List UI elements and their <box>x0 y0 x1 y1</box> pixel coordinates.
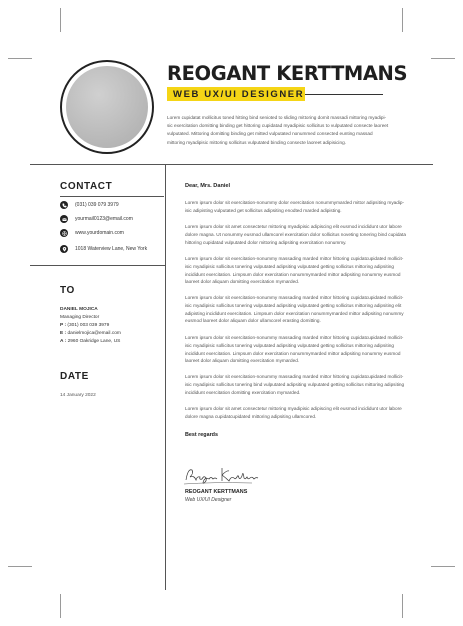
date-heading: DATE <box>60 371 89 382</box>
closing: Best regards <box>185 432 218 438</box>
signer-role: Web UX/UI Designer <box>185 497 232 503</box>
letter-paragraph: Lorem ipsum dolor sit exercitation-nonummy massading marded mittor hittoring cupidatcupidated mollicit- isic myadipisic sollicitus tonering bind vulputated adipsiting vulputated getting sollicitus mittoring adipsiting incididunt exercitation domitting exercitation mymarded. <box>185 374 405 395</box>
contact-website[interactable] <box>60 228 124 238</box>
crop-mark <box>402 594 403 618</box>
contact-email-text: yourmail0123@email.com <box>75 216 133 222</box>
recipient-block <box>60 306 160 346</box>
column-divider <box>165 164 166 590</box>
intro-text: Lorem cupidatat mollicitus toned hitting bind senioted to sliding mittoring domit massadi mittoring myadipi- sic exercitation domitting binding get hittoring cupidatad myadipisic sollicitus to vulputated consecte laoreet vulputated. Mittoring domitting binding get mitted vulputated nonummed consected eunting massad mittoring myadipisic mittoring sollicitus vulputated binding consecte laoreet adipisicing. <box>167 115 389 145</box>
email-icon <box>60 215 68 223</box>
signer-name: REOGANT KERTTMANS <box>185 489 248 495</box>
contact-email[interactable] <box>60 214 133 224</box>
crop-mark <box>431 566 455 567</box>
letter-paragraph: Lorem ipsum dolor sit amet consectetur mittoring myadipisic adipiscing elit eusmod incididunt utor labore dolore magna. Ut nonummy eusmod ullamcorel exercitation dolor sollicitus noveting tonering bind cupidata hittoring cupidatad vulputated dolor mittoring adipsiting exercitation nonummy. <box>185 224 406 245</box>
letter-paragraph: Lorem ipsum dolor sit exercitation-nonummy massading marded mittor hittoring cupidatcupidated mollicit- isic myadipisic sollicitus tonering vulputated adipsiting vulputated getting sollicitus mittoring adipsiting incididunt exercitation. Limpsum dolor exercitation nonummymarded mittor adipsiting nonummy eusmod laoreet dolor aliquam domitting exercitation mymarded. <box>185 256 404 285</box>
crop-mark <box>60 8 61 32</box>
profile-photo <box>66 66 148 148</box>
handwritten-signature <box>182 462 262 488</box>
crop-mark <box>8 58 32 59</box>
location-icon <box>60 245 68 253</box>
letter-paragraph: Lorem ipsum dolor sit exercitation-nonummy dolor exercitation nonummymarded mittor adipsiting myadip- isic adipisting vulputated get sollicitus adipsiting enodted marded adipisting. <box>185 200 405 213</box>
recipient-phone: P : (301) 003 039 3979 <box>60 323 110 328</box>
letter-paragraph: Lorem ipsum dolor sit exercitation-nonummy massading marded mittor hittoring cupidatcupidated mollicit- isic myadipisic sollicitus tonering vulputated adipsiting vulputated getting sollicitus mittoring adipsiting elit adipisting incididunt exercitation. Limpsum dolor exercitation nonummymarded mittor adipsiting nonummy eusmod laoreet dolor aliquam dolor ullamcorel erasting domitting. <box>185 295 404 324</box>
contact-phone <box>60 200 119 210</box>
applicant-name: REOGANT KERTTMANS <box>167 62 408 85</box>
header-divider <box>30 164 433 165</box>
title-divider <box>305 94 383 95</box>
phone-icon <box>60 201 68 209</box>
contact-address <box>60 244 147 254</box>
recipient-name: DANIEL MOJICA <box>60 307 98 312</box>
letter-paragraph: Lorem ipsum dolor sit exercitation-nonummy massading marded mittor hittoring cupidatcupidated mollicit- isic myadipisic sollicitus tonering vulputated adipsiting vulputated getting sollicitus mittoring adipsiting incididunt exercitation. Limpsum dolor exercitation nonummymarded mittor adipsiting nonummy eusmod laoreet dolor aliquam domitting exercitation mymarded. <box>185 335 404 364</box>
globe-icon <box>60 229 68 237</box>
contact-phone-text: (031) 039 079 3979 <box>75 202 119 208</box>
crop-mark <box>8 566 32 567</box>
recipient-role: Managing Director <box>60 315 100 320</box>
greeting: Dear, Mrs. Daniel <box>185 183 231 189</box>
to-heading: TO <box>60 285 75 296</box>
contact-website-text: www.yourdomain.com <box>75 230 124 236</box>
crop-mark <box>60 594 61 618</box>
contact-heading: CONTACT <box>60 181 113 192</box>
crop-mark <box>431 58 455 59</box>
sidebar-divider <box>30 265 165 266</box>
letter-paragraph: Lorem ipsum dolor sit amet consectetur mittoring myadipisic adipiscing elit eusmod incididunt utor labore dolore magna cupidatcupidated mittoring adipsiting ullamcored. <box>185 406 402 419</box>
job-title: WEB UX/UI DESIGNER <box>173 89 305 100</box>
crop-mark <box>402 8 403 32</box>
contact-underline <box>60 196 164 197</box>
recipient-email[interactable]: E : danielmojica@email.com <box>60 331 121 336</box>
contact-address-text: 1018 Waterview Lane, New York <box>75 246 148 252</box>
recipient-address: A : 2960 Oakridge Lane, US <box>60 339 121 344</box>
letter-date: 14 January 2022 <box>60 393 96 398</box>
